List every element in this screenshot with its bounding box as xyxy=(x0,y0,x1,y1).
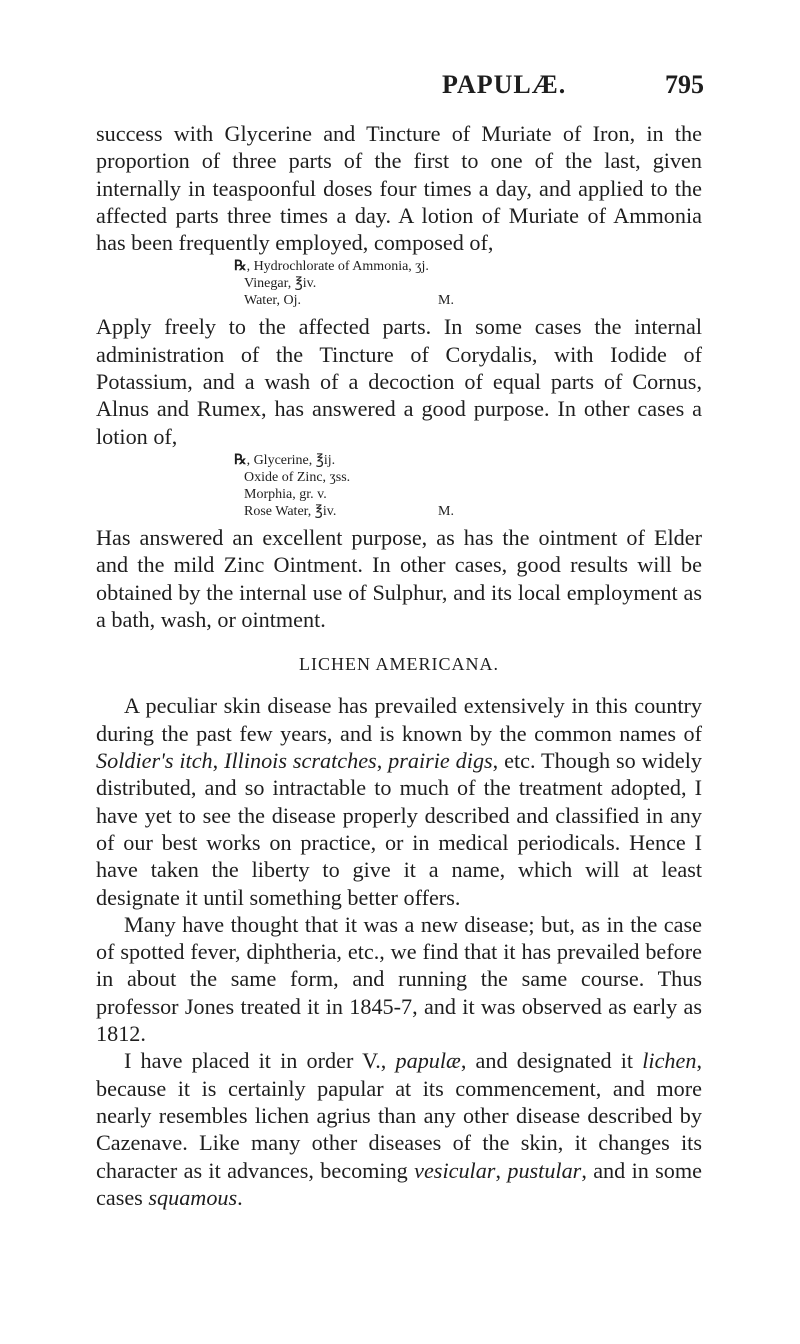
rx-line: Oxide of Zinc, ʒss. xyxy=(244,469,351,485)
rx-line: Rose Water, ℥iv. xyxy=(244,503,337,519)
paragraph: A peculiar skin disease has prevailed extensively in this country during the past few years, and is known by the common names of Soldier's itch, Illinois scratches, prairie digs, etc. Though so widely distributed, and so intractable to much of the treatment adopted, I have yet to see the disease properly described and classified in any of our best works on practice, or in medical periodicals. Hence I have taken the liberty to give it a name, which will at least designate it until something better offers. xyxy=(96,693,702,910)
section-heading: LICHEN AMERICANA. xyxy=(299,654,499,675)
body-text xyxy=(96,120,702,1211)
paragraph: Many have thought that it was a new disease; but, as in the case of spotted fever, diphtheria, etc., we find that it has prevailed before in about the same form, and running the same course. Thus professor Jones treated it in 1845-7, and it was observed as early as 1812. xyxy=(96,911,702,1047)
paragraph: success with Glycerine and Tincture of Muriate of Iron, in the proportion of three parts of the first to one of the last, given internally in teaspoonful doses four times a day, and applied to the affected parts three times a day. A lotion of Muriate of Ammonia has been frequently employed, composed of, xyxy=(96,121,702,256)
paragraph: I have placed it in order V., papulæ, and designated it lichen, because it is certainly papular at its commencement, and more nearly resembles lichen agrius than any other disease described by Cazenave. Like many other diseases of the skin, it changes its character as it advances, becoming vesicular, pustular, and in some cases squamous. xyxy=(96,1048,703,1210)
prescription-glycerine xyxy=(234,452,702,520)
rx-line: Morphia, gr. v. xyxy=(244,486,327,502)
running-head: PAPULÆ. xyxy=(442,70,567,99)
page-number: 795 xyxy=(665,70,704,99)
page-header xyxy=(96,64,704,104)
rx-signa: M. xyxy=(438,293,454,309)
rx-line: Vinegar, ℥iv. xyxy=(244,276,317,292)
recipe-symbol: ℞ xyxy=(234,259,247,275)
rx-line: , Glycerine, ℥ij. xyxy=(246,452,336,468)
recipe-symbol: ℞ xyxy=(234,452,247,468)
paragraph: Has answered an excellent purpose, as has the ointment of Elder and the mild Zinc Ointment. In other cases, good results will be obtained by the internal use of Sulphur, and its local employment as a bath, wash, or ointment. xyxy=(96,524,702,632)
prescription-ammonia xyxy=(234,258,702,309)
rx-line: Water, Oj. xyxy=(244,293,302,309)
rx-line: , Hydrochlorate of Ammonia, ʒj. xyxy=(246,259,429,275)
rx-signa: M. xyxy=(438,503,454,519)
paragraph: Apply freely to the affected parts. In some cases the internal administration of the Tincture of Corydalis, with Iodide of Potassium, and a wash of a decoction of equal parts of Cornus, Alnus and Rumex, has answered a good purpose. In other cases a lotion of, xyxy=(96,314,702,449)
